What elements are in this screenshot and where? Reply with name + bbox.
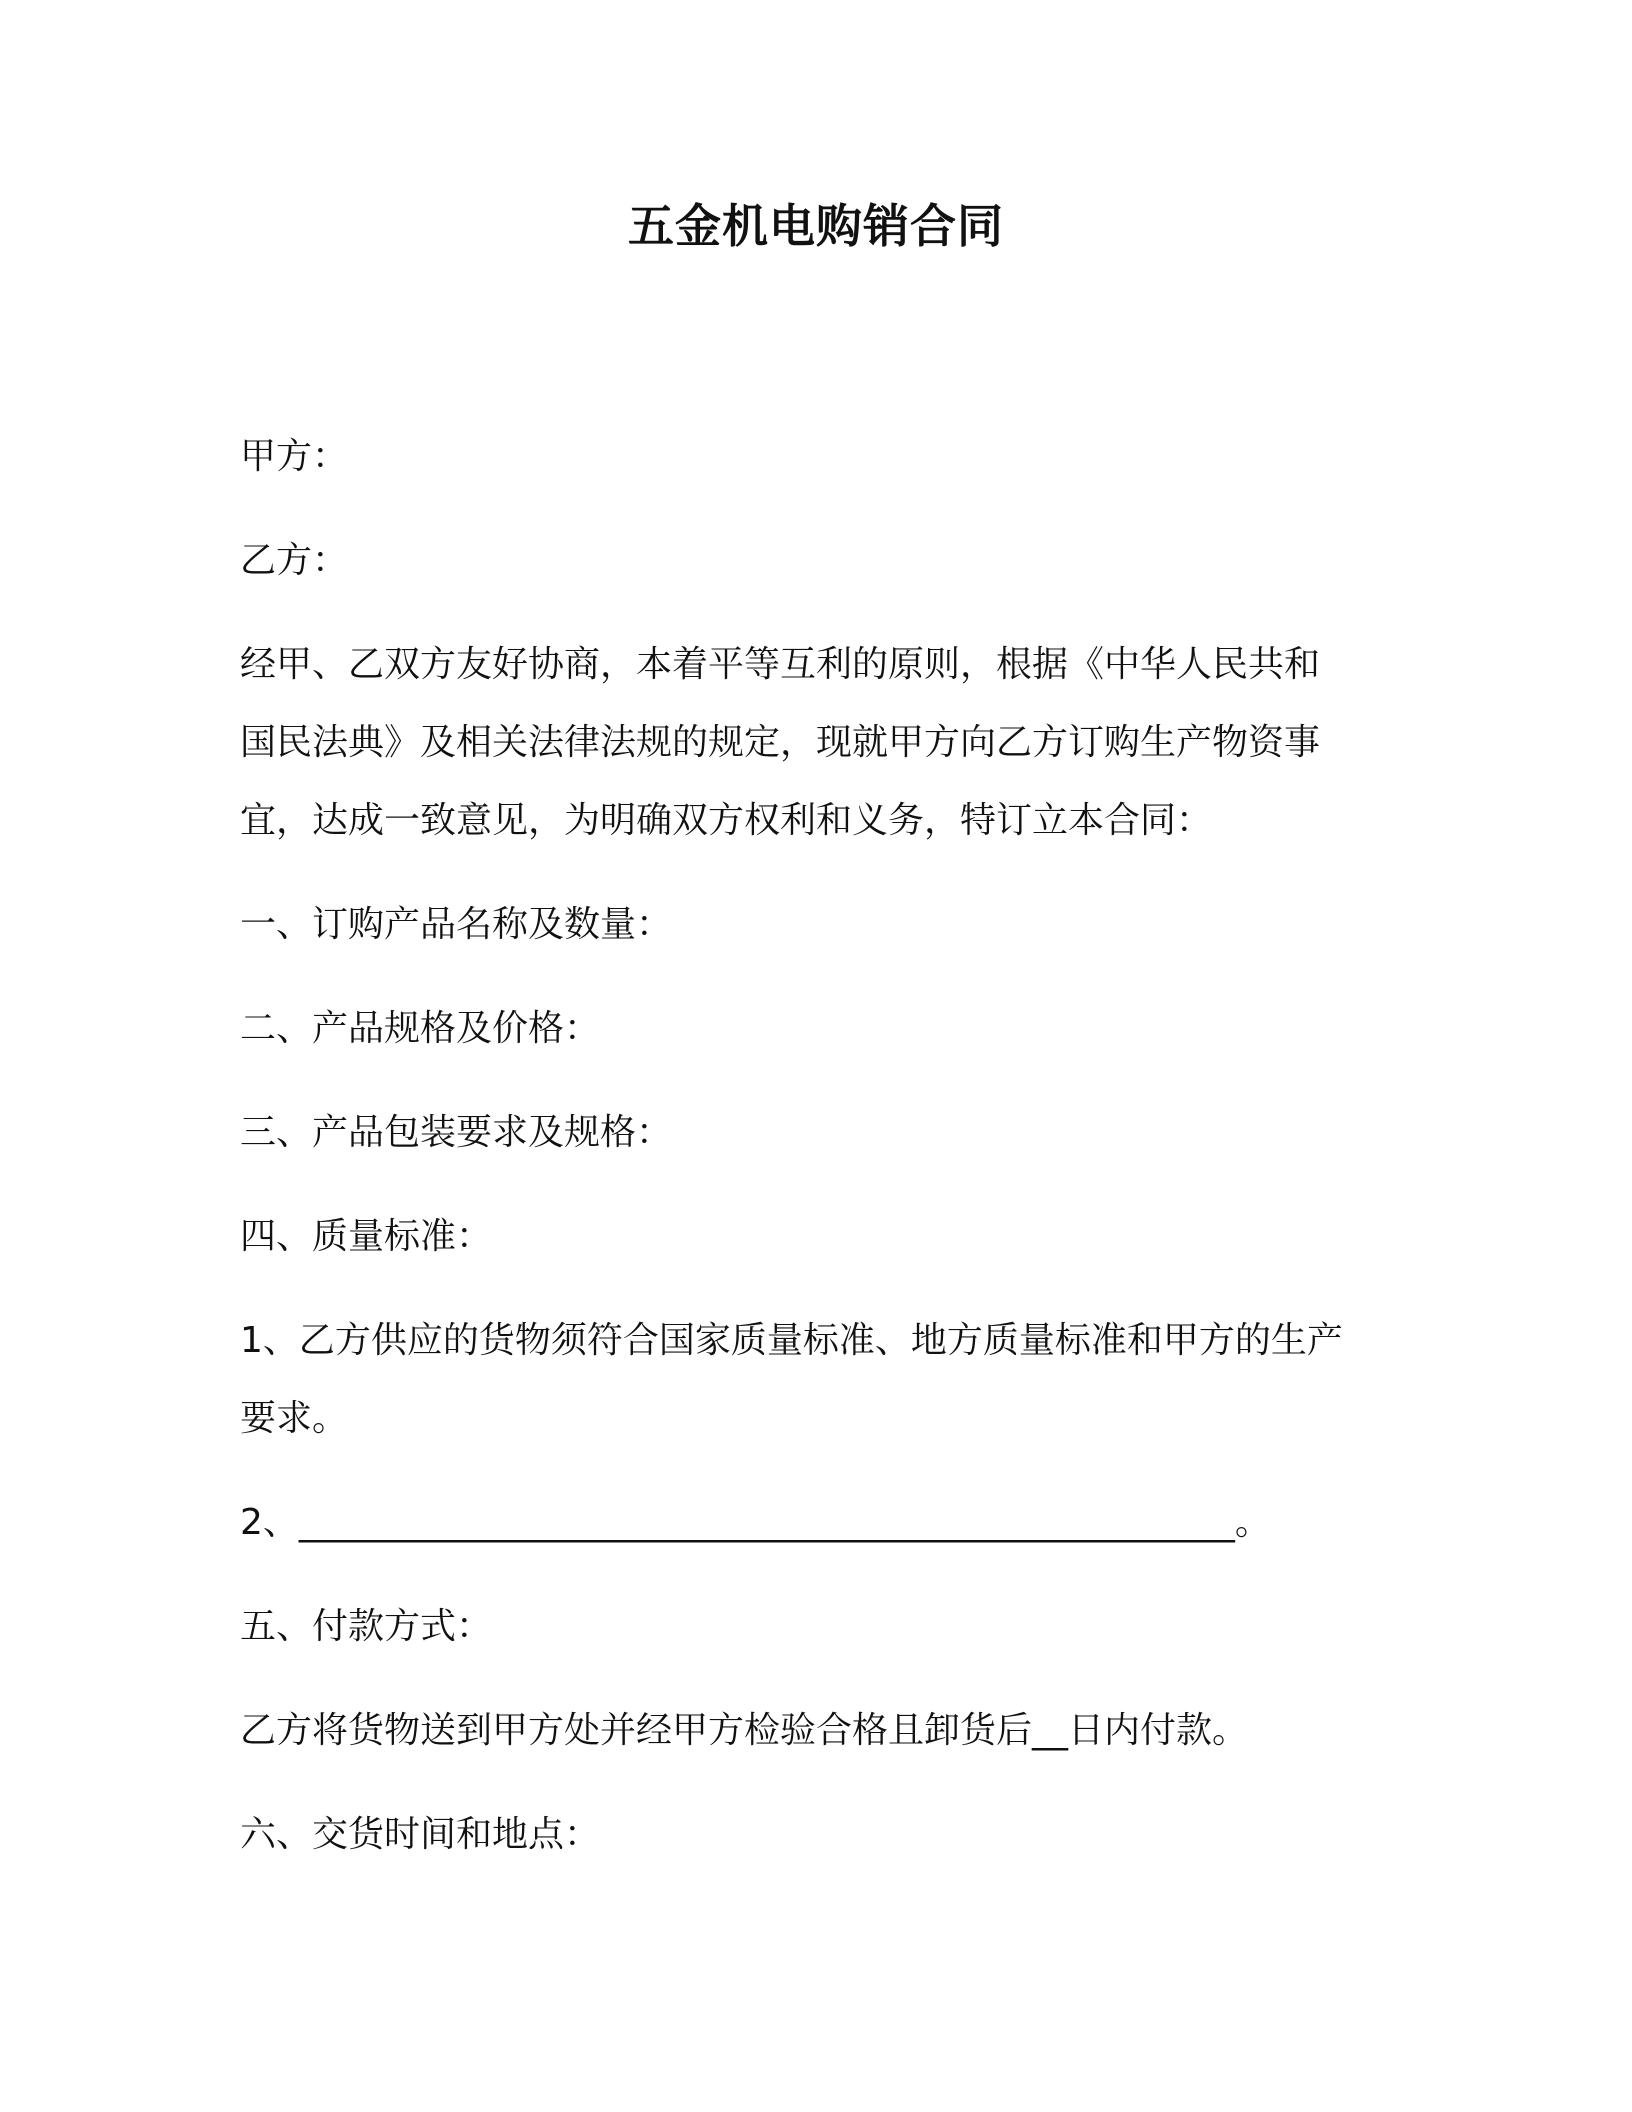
payment-clause: 乙方将货物送到甲方处并经甲方检验合格且卸货后__日内付款。 <box>240 1710 1249 1751</box>
party-a-line: 甲方： <box>240 436 349 477</box>
spacer <box>240 1172 1400 1198</box>
section-heading-5: 五、付款方式： <box>240 1606 493 1647</box>
spacer <box>240 1770 1400 1796</box>
party-b-line: 乙方： <box>240 540 349 581</box>
section-heading-6: 六、交货时间和地点： <box>240 1814 601 1855</box>
spacer <box>240 1562 1400 1588</box>
preamble-line: 国民法典》及相关法律法规的规定，现就甲方向乙方订购生产物资事 <box>240 722 1321 763</box>
spacer <box>240 1276 1400 1302</box>
document-title: 五金机电购销合同 <box>628 199 1004 253</box>
spacer <box>240 1068 1400 1094</box>
preamble-line: 宜，达成一致意见，为明确双方权利和义务，特订立本合同： <box>240 800 1213 841</box>
spacer <box>240 496 1400 522</box>
spacer <box>240 600 1400 626</box>
clause-line: 1、乙方供应的货物须符合国家质量标准、地方质量标准和甲方的生产 <box>240 1320 1343 1361</box>
spacer <box>240 1458 1400 1484</box>
clause-4-1 <box>240 1302 1400 1458</box>
spacer <box>240 860 1400 886</box>
clause-line: 要求。 <box>240 1398 349 1439</box>
section-heading-1: 一、订购产品名称及数量： <box>240 904 673 945</box>
document-body <box>240 418 1400 1874</box>
spacer <box>240 964 1400 990</box>
clause-4-2: 2、____________________________________________________。 <box>240 1502 1271 1543</box>
preamble-line: 经甲、乙双方友好协商，本着平等互利的原则，根据《中华人民共和 <box>240 644 1321 685</box>
spacer <box>240 1666 1400 1692</box>
preamble-paragraph <box>240 626 1400 860</box>
section-heading-2: 二、产品规格及价格： <box>240 1008 601 1049</box>
section-heading-4: 四、质量标准： <box>240 1216 493 1257</box>
section-heading-3: 三、产品包装要求及规格： <box>240 1112 673 1153</box>
